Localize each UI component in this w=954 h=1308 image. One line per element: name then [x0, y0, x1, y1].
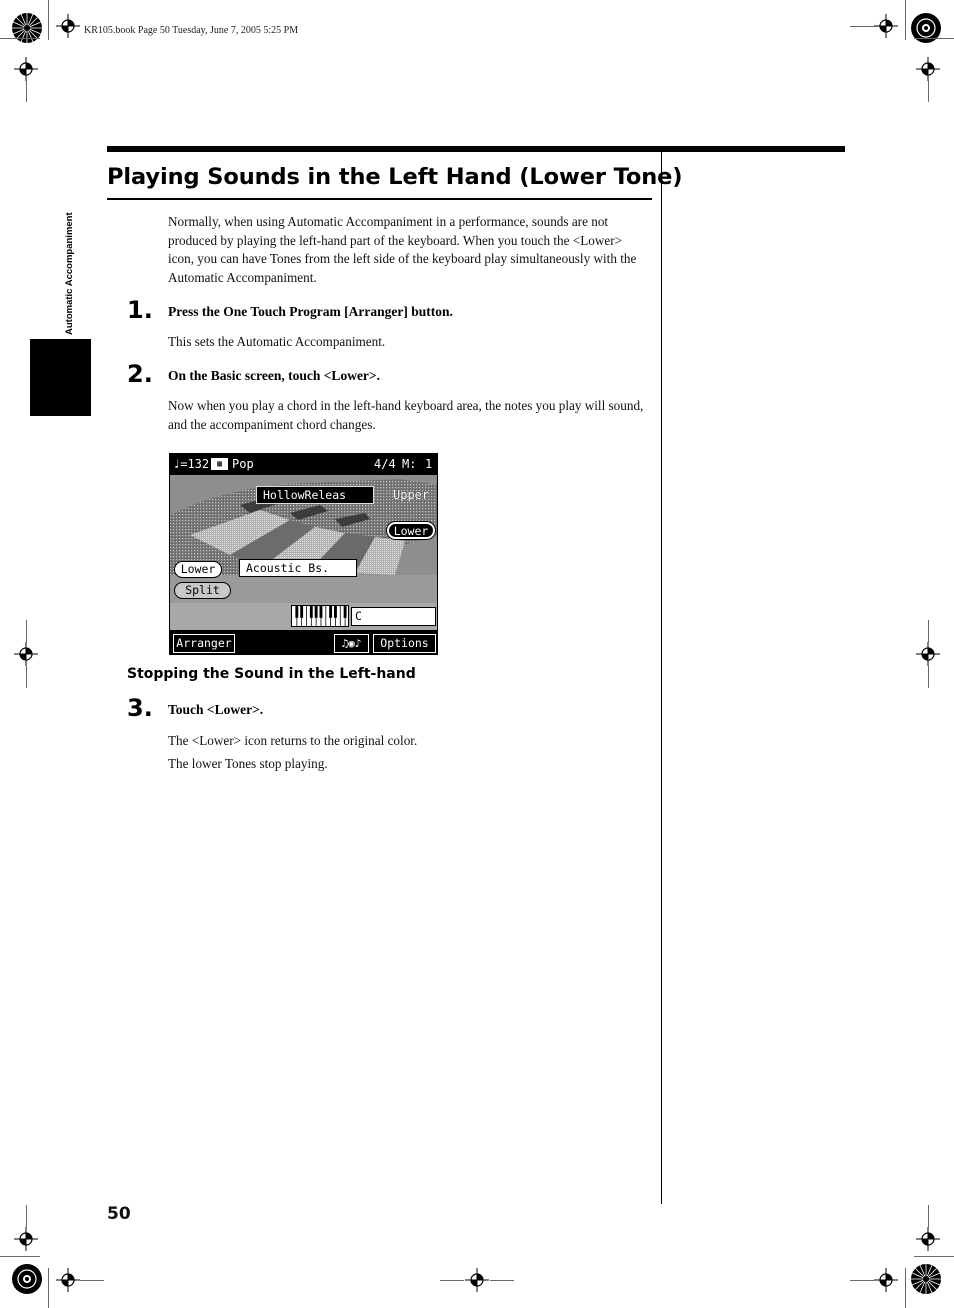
options-button[interactable]: Options [373, 634, 436, 653]
step-number: 1. [127, 296, 153, 324]
title-underline [107, 198, 652, 200]
step-description: The lower Tones stop playing. [168, 756, 328, 771]
trim-line [26, 1205, 27, 1227]
upper-label: Upper [393, 488, 430, 502]
side-tab-marker [30, 339, 91, 416]
trim-line [26, 620, 27, 642]
step-instruction: Press the One Touch Program [Arranger] button. [168, 304, 453, 319]
trim-line [26, 666, 27, 688]
step-instruction: On the Basic screen, touch <Lower>. [168, 368, 380, 383]
lcd-basic-screen [169, 453, 438, 655]
trim-line [928, 666, 929, 688]
arranger-button[interactable]: Arranger [173, 634, 235, 653]
trim-line [850, 26, 878, 27]
trim-line [80, 1280, 104, 1281]
section-subheading: Stopping the Sound in the Left-hand [127, 666, 416, 682]
measure-label: M: [402, 457, 417, 471]
step-description: The <Lower> icon returns to the original color. [168, 733, 418, 748]
page-title: Playing Sounds in the Left Hand (Lower Tone) [107, 164, 683, 190]
color-bar-top-right [910, 12, 942, 44]
crosshair-icon [916, 57, 940, 81]
upper-tone-field[interactable]: HollowReleas [256, 486, 374, 504]
style-icon: ▦ [211, 458, 228, 470]
trim-line [26, 80, 27, 102]
lower-toggle-button[interactable]: Lower [387, 522, 435, 539]
trim-line [0, 38, 40, 39]
measure-display: 1 [425, 457, 433, 471]
trim-line [440, 1280, 464, 1281]
step-number: 3. [127, 694, 153, 722]
crosshair-icon [14, 1227, 38, 1251]
step-description: Now when you play a chord in the left-hand keyboard area, the notes you play will sound, and the accompaniment chord changes. [168, 398, 644, 432]
color-bar-bottom-left [11, 1263, 43, 1295]
color-bar-bottom-right [910, 1263, 942, 1295]
crosshair-icon [14, 57, 38, 81]
trim-line [850, 1280, 874, 1281]
trim-line [490, 1280, 514, 1281]
side-section-label: Automatic Accompaniment [64, 212, 75, 335]
trim-line [914, 38, 954, 39]
keyboard-icon [291, 605, 349, 627]
chord-display: C [351, 607, 436, 626]
tempo-display: ♩=132 [173, 457, 210, 471]
trim-line [914, 1256, 954, 1257]
trim-line [928, 80, 929, 102]
step-instruction: Touch <Lower>. [168, 702, 264, 717]
trim-line [0, 1256, 40, 1257]
page-number: 50 [107, 1204, 131, 1224]
color-bar-top-left [11, 12, 43, 44]
lower-tone-field[interactable]: Acoustic Bs. [239, 559, 357, 577]
trim-line [905, 0, 906, 40]
step-description: This sets the Automatic Accompaniment. [168, 334, 386, 349]
meter-display: 4/4 [374, 457, 396, 471]
step-number: 2. [127, 360, 153, 388]
lcd-button-bar [170, 630, 437, 655]
column-rule [661, 152, 662, 1204]
trim-line [928, 1205, 929, 1227]
trim-line [928, 620, 929, 642]
crosshair-icon [14, 642, 38, 666]
lcd-status-bar [170, 454, 437, 475]
trim-line [905, 1268, 906, 1308]
intro-paragraph: Normally, when using Automatic Accompaniment in a performance, sounds are not produced by playing the left-hand part of the keyboard. When you touch the <Lower> icon, you can have Tones from the left side of the keyboard play simultaneously with the Automatic Accompaniment. [168, 214, 637, 285]
crosshair-icon [56, 1268, 80, 1292]
crosshair-icon [874, 1268, 898, 1292]
crosshair-icon [916, 1227, 940, 1251]
split-button[interactable]: Split [174, 582, 231, 599]
print-header-stamp: KR105.book Page 50 Tuesday, June 7, 2005 5:25 PM [84, 25, 299, 36]
crosshair-icon [56, 14, 80, 38]
style-name: Pop [232, 457, 254, 471]
top-rule [107, 146, 845, 152]
trim-line [48, 1268, 49, 1308]
lower-button[interactable]: Lower [174, 561, 222, 578]
trim-line [48, 0, 49, 40]
crosshair-icon [916, 642, 940, 666]
rhythm-icon[interactable]: ♫◉♪ [334, 634, 369, 653]
crosshair-icon [465, 1268, 489, 1292]
